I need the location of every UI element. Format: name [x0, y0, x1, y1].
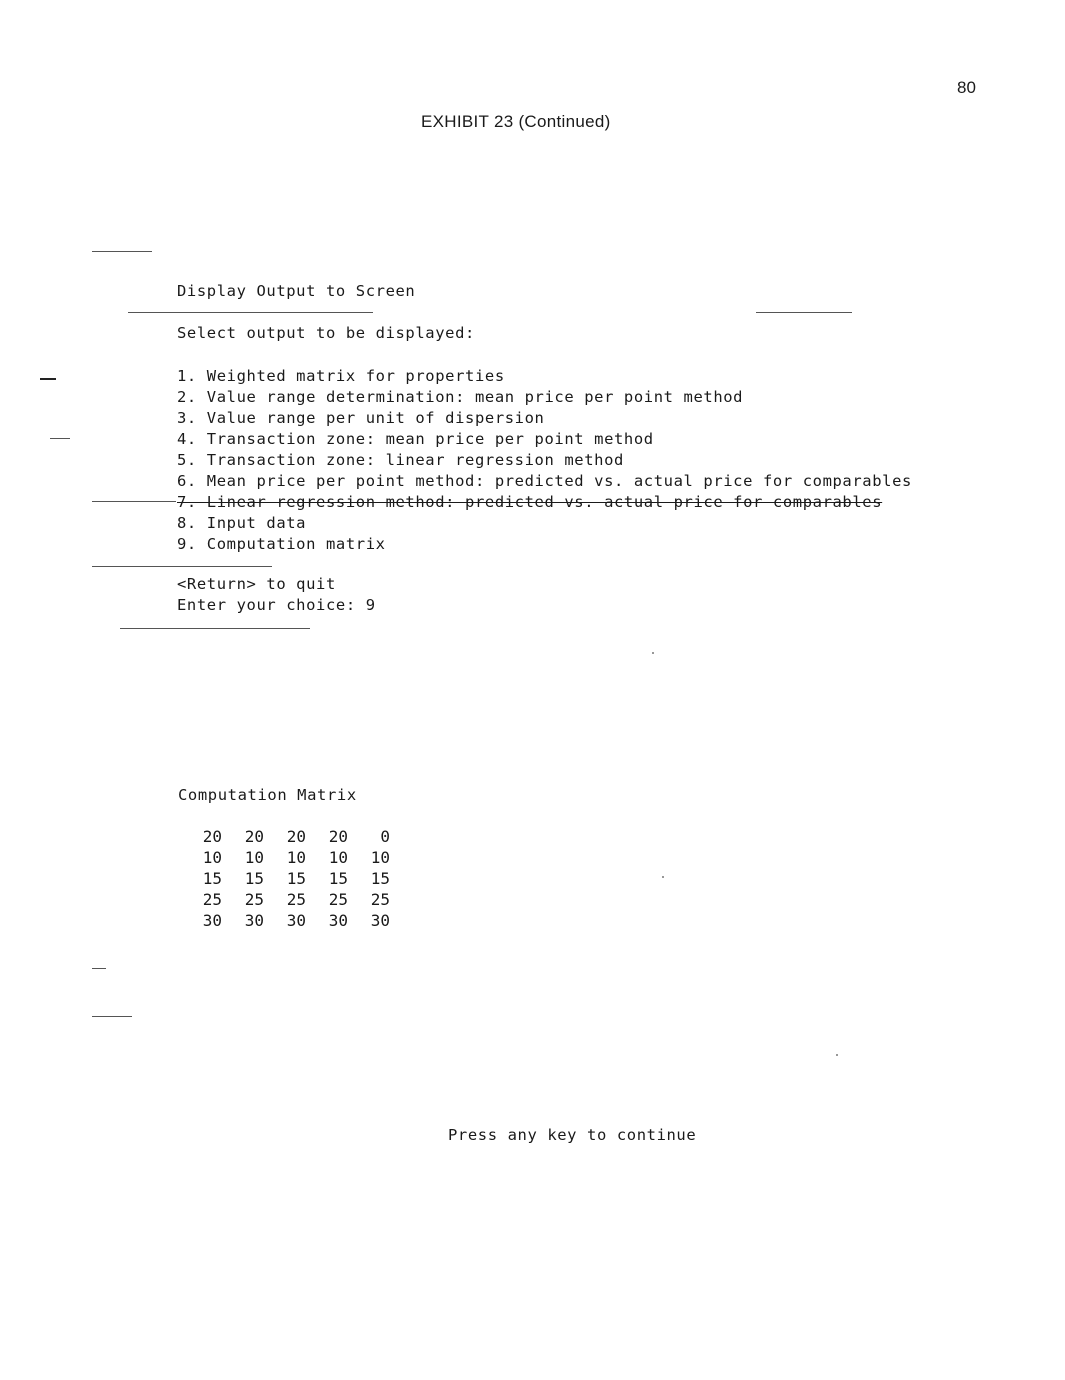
matrix-cell: 10: [286, 848, 306, 867]
menu-item-regression-predicted-vs-actual[interactable]: [177, 492, 912, 513]
scan-artifact: [120, 628, 310, 629]
matrix-cell: 15: [244, 869, 264, 888]
scan-artifact: [92, 501, 176, 502]
menu-item-regression-label: 7. Linear regression method: predicted vs. actual price for comparables: [177, 493, 883, 511]
scan-artifact: [652, 652, 654, 654]
page-number: 80: [957, 78, 976, 97]
scan-artifact: [50, 438, 70, 439]
press-any-key-prompt: Press any key to continue: [448, 1126, 697, 1144]
matrix-title: Computation Matrix: [178, 786, 357, 804]
menu-item-transaction-zone-regression[interactable]: 5. Transaction zone: linear regression method: [177, 451, 624, 469]
matrix-row: [192, 868, 390, 889]
menu-item-value-range-dispersion[interactable]: 3. Value range per unit of dispersion: [177, 409, 545, 427]
matrix-cell: 0: [380, 827, 390, 846]
select-output-prompt: Select output to be displayed:: [177, 324, 475, 342]
matrix-row: [192, 910, 390, 931]
return-hint: <Return> to quit: [177, 575, 336, 593]
scan-artifact: [662, 876, 664, 878]
matrix-cell: 30: [370, 911, 390, 930]
menu-item-computation-matrix[interactable]: 9. Computation matrix: [177, 535, 386, 553]
scan-artifact: [92, 968, 106, 969]
scan-artifact: [836, 1054, 838, 1056]
matrix-cell: 20: [202, 827, 222, 846]
output-menu: [177, 366, 912, 555]
matrix-row: [192, 889, 390, 910]
matrix-cell: 30: [244, 911, 264, 930]
screen-heading: Display Output to Screen: [177, 282, 416, 300]
matrix-cell: 15: [202, 869, 222, 888]
menu-item-weighted-matrix[interactable]: 1. Weighted matrix for properties: [177, 367, 505, 385]
matrix-cell: 15: [286, 869, 306, 888]
matrix-cell: 30: [328, 911, 348, 930]
matrix-row: [192, 826, 390, 847]
menu-item-input-data[interactable]: 8. Input data: [177, 514, 307, 532]
matrix-cell: 10: [202, 848, 222, 867]
matrix-cell: 15: [370, 869, 390, 888]
matrix-cell: 25: [370, 890, 390, 909]
matrix-cell: 20: [328, 827, 348, 846]
computation-matrix-table: [192, 826, 390, 931]
scan-artifact: [128, 312, 373, 313]
matrix-cell: 30: [202, 911, 222, 930]
matrix-cell: 25: [328, 890, 348, 909]
scan-artifact: [92, 1016, 132, 1017]
menu-item-value-range-determination[interactable]: 2. Value range determination: mean price per point method: [177, 388, 744, 406]
matrix-cell: 10: [370, 848, 390, 867]
matrix-cell: 25: [202, 890, 222, 909]
matrix-cell: 10: [328, 848, 348, 867]
scan-artifact: [40, 378, 56, 380]
scan-artifact: [756, 312, 852, 313]
matrix-cell: 10: [244, 848, 264, 867]
matrix-cell: 30: [286, 911, 306, 930]
scan-artifact: [92, 251, 152, 252]
matrix-cell: 20: [244, 827, 264, 846]
exhibit-title: EXHIBIT 23 (Continued): [421, 112, 611, 131]
menu-item-mean-predicted-vs-actual[interactable]: 6. Mean price per point method: predicted vs. actual price for comparables: [177, 472, 912, 490]
matrix-cell: 15: [328, 869, 348, 888]
matrix-cell: 20: [286, 827, 306, 846]
choice-input-line[interactable]: Enter your choice: 9: [177, 596, 376, 614]
matrix-cell: 25: [286, 890, 306, 909]
matrix-cell: 25: [244, 890, 264, 909]
matrix-row: [192, 847, 390, 868]
scan-artifact: [92, 566, 272, 567]
menu-item-transaction-zone-mean[interactable]: 4. Transaction zone: mean price per point method: [177, 430, 654, 448]
